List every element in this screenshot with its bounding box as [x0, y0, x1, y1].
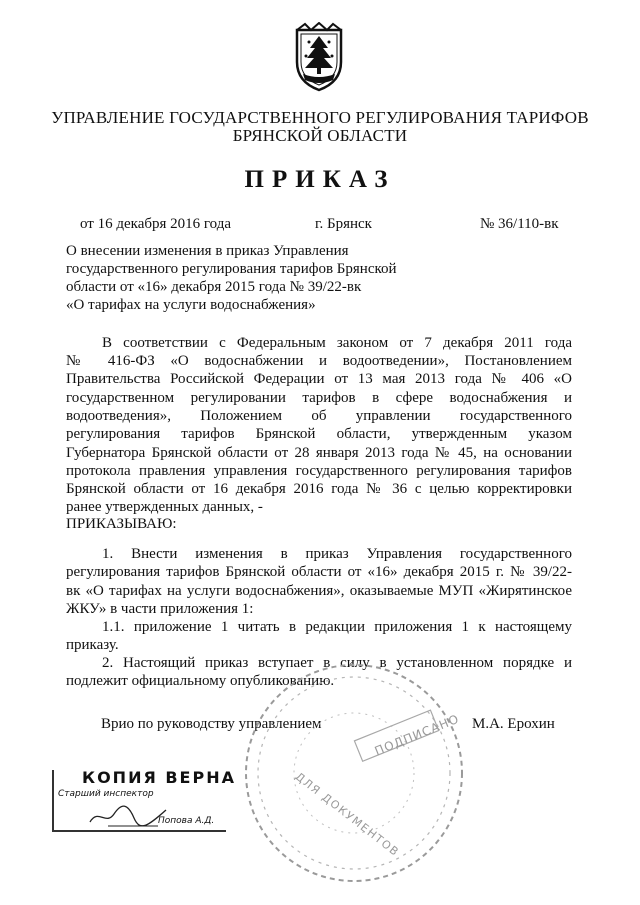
preamble-line: регулирования тарифов Брянской области, утвержденным указом	[66, 426, 572, 442]
signatory-name: М.А. Ерохин	[472, 716, 555, 732]
document-city: г. Брянск	[315, 216, 372, 232]
seal-ring-text: ДЛЯ ДОКУМЕНТОВ	[292, 769, 402, 860]
subject-line: «О тарифах на услуги водоснабжения»	[66, 297, 316, 313]
order-word: ПРИКАЗЫВАЮ:	[66, 516, 177, 532]
document-number: № 36/110-вк	[480, 216, 559, 232]
item-1-line: ЖКУ» в части приложения 1:	[66, 601, 254, 617]
item-1-1-line: приказу.	[66, 637, 119, 653]
copy-stamp-heading: КОПИЯ ВЕРНА	[82, 768, 236, 787]
preamble-line: водоотведения», Положением об управлении государственного	[66, 408, 572, 424]
preamble-line: государственном регулировании тарифов в сфере водоснабжения и	[66, 390, 572, 406]
preamble-line: Губернатора Брянской области от 28 января 2013 года № 45, на основании	[66, 445, 572, 461]
organization-name: УПРАВЛЕНИЕ ГОСУДАРСТВЕННОГО РЕГУЛИРОВАНИЯ ТАРИФОВ	[51, 108, 589, 127]
copy-stamp-name: Попова А.Д.	[158, 816, 215, 826]
preamble-line: В соответствии с Федеральным законом от 7 декабря 2011 года	[102, 335, 572, 351]
preamble-line: Правительства Российской Федерации от 13 мая 2013 года № 406 «О	[66, 371, 572, 387]
item-2-line: 2. Настоящий приказ вступает в силу в установленном порядке и	[102, 655, 572, 671]
preamble-line: протокола правления управления государственного регулирования тарифов	[66, 463, 572, 479]
subject-line: области от «16» декабря 2015 года № 39/22-вк	[66, 279, 362, 295]
organization-region: БРЯНСКОЙ ОБЛАСТИ	[232, 126, 408, 145]
subject-line: О внесении изменения в приказ Управления	[66, 243, 349, 259]
seal-center-text: ПОДПИСАНО	[372, 711, 462, 759]
item-2-line: подлежит официальному опубликованию.	[66, 673, 335, 689]
preamble-line: Брянской области от 16 декабря 2016 года № 36 с целью корректировки	[66, 481, 572, 497]
document-date: от 16 декабря 2016 года	[80, 216, 232, 232]
item-1-line: вк «О тарифах на услуги водоснабжения», оказываемые МУП «Жирятинское	[66, 583, 572, 599]
item-1-1-line: 1.1. приложение 1 читать в редакции приложения 1 к настоящему	[102, 619, 572, 635]
round-seal-icon	[236, 655, 472, 891]
copy-stamp-role: Старший инспектор	[58, 789, 154, 799]
handwritten-signature-icon	[88, 800, 168, 830]
preamble-line: ранее утвержденных данных, -	[66, 499, 263, 515]
document-title: ПРИКАЗ	[244, 166, 396, 193]
item-1-line: регулирования тарифов Брянской области от «16» декабря 2015 г. № 39/22-	[66, 564, 572, 580]
preamble-line: № 416-ФЗ «О водоснабжении и водоотведении», Постановлением	[66, 353, 572, 369]
item-1-line: 1. Внести изменения в приказ Управления государственного	[102, 546, 572, 562]
subject-line: государственного регулирования тарифов Брянской	[66, 261, 397, 277]
bryansk-coat-of-arms-icon	[289, 22, 349, 94]
signatory-position: Врио по руководству управлением	[101, 716, 322, 732]
